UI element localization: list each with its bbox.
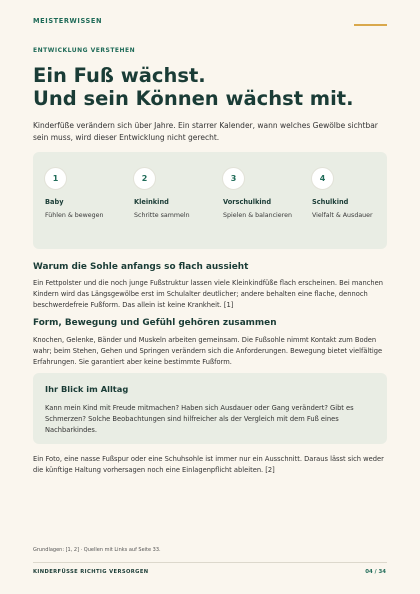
step-number-badge: 3 bbox=[222, 167, 245, 190]
step-number-badge: 1 bbox=[44, 167, 67, 190]
step-title: Baby bbox=[45, 198, 64, 206]
sources-footnote: Grundlagen: [1, 2] · Quellen mit Links auf Seite 33. bbox=[33, 547, 161, 553]
callout-text: Kann mein Kind mit Freude mitmachen? Haben sich Ausdauer oder Gang verändert? Gibt es Schmerzen? Solche Beobachtungen sind hilfreicher als der Vergleich mit dem Fuß eines Nachbarkindes. bbox=[45, 404, 354, 434]
closing-paragraph: Ein Foto, eine nasse Fußspur oder eine Schuhsohle ist immer nur ein Ausschnitt. Daraus lässt sich weder die künftige Haltung vorhersagen noch eine Einlagenpflicht ableiten. [2] bbox=[33, 455, 384, 474]
header-accent-line bbox=[354, 24, 387, 26]
step-title: Kleinkind bbox=[134, 198, 169, 206]
page-number: 04 / 34 bbox=[365, 569, 386, 575]
development-steps-panel bbox=[33, 152, 387, 249]
callout-box bbox=[33, 373, 387, 444]
step-number-badge: 4 bbox=[311, 167, 334, 190]
callout-title: Ihr Blick im Alltag bbox=[45, 384, 129, 394]
step-description: Fühlen & bewegen bbox=[45, 212, 104, 219]
step-description: Spielen & balancieren bbox=[223, 212, 293, 219]
footer-book-title: KINDERFÜSSE RICHTIG VERSORGEN bbox=[33, 569, 149, 575]
step-title: Vorschulkind bbox=[223, 198, 272, 206]
footer-divider bbox=[33, 562, 387, 563]
intro-paragraph: Kinderfüße verändern sich über Jahre. Ein starrer Kalender, wann welches Gewölbe sichtbar sein muss, wird dieser Entwicklung nicht gerecht. bbox=[33, 121, 378, 142]
step-number-badge: 2 bbox=[133, 167, 156, 190]
section-paragraph-sohle: Ein Fettpolster und die noch junge Fußstruktur lassen viele Kleinkindfüße flach erscheinen. Bei manchen Kindern wird das Längsgewölbe erst im Schulalter deutlicher; andere behalten eine flache, dennoch beschwerdefreie Fußform. Das allein ist keine Krankheit. [1] bbox=[33, 279, 383, 309]
section-heading-sohle: Warum die Sohle anfangs so flach aussieht bbox=[33, 262, 249, 272]
step-description: Schritte sammeln bbox=[134, 212, 190, 219]
title-line-1: Ein Fuß wächst. bbox=[33, 64, 206, 87]
page-title bbox=[33, 64, 393, 110]
step-description: Vielfalt & Ausdauer bbox=[312, 212, 373, 219]
section-paragraph-bewegung: Knochen, Gelenke, Bänder und Muskeln arbeiten gemeinsam. Die Fußsohle nimmt Kontakt zum Boden wahr; beim Stehen, Gehen und Springen verändern sich die Anforderungen. Bewegung bietet vielfältige Erfahrungen. Sie garantiert aber keine bestimmte Fußform. bbox=[33, 336, 383, 366]
step-title: Schulkind bbox=[312, 198, 349, 206]
title-line-2: Und sein Können wächst mit. bbox=[33, 87, 354, 110]
brand-label: MEISTERWISSEN bbox=[33, 17, 103, 25]
section-heading-bewegung: Form, Bewegung und Gefühl gehören zusammen bbox=[33, 318, 277, 328]
section-kicker: ENTWICKLUNG VERSTEHEN bbox=[33, 47, 136, 54]
